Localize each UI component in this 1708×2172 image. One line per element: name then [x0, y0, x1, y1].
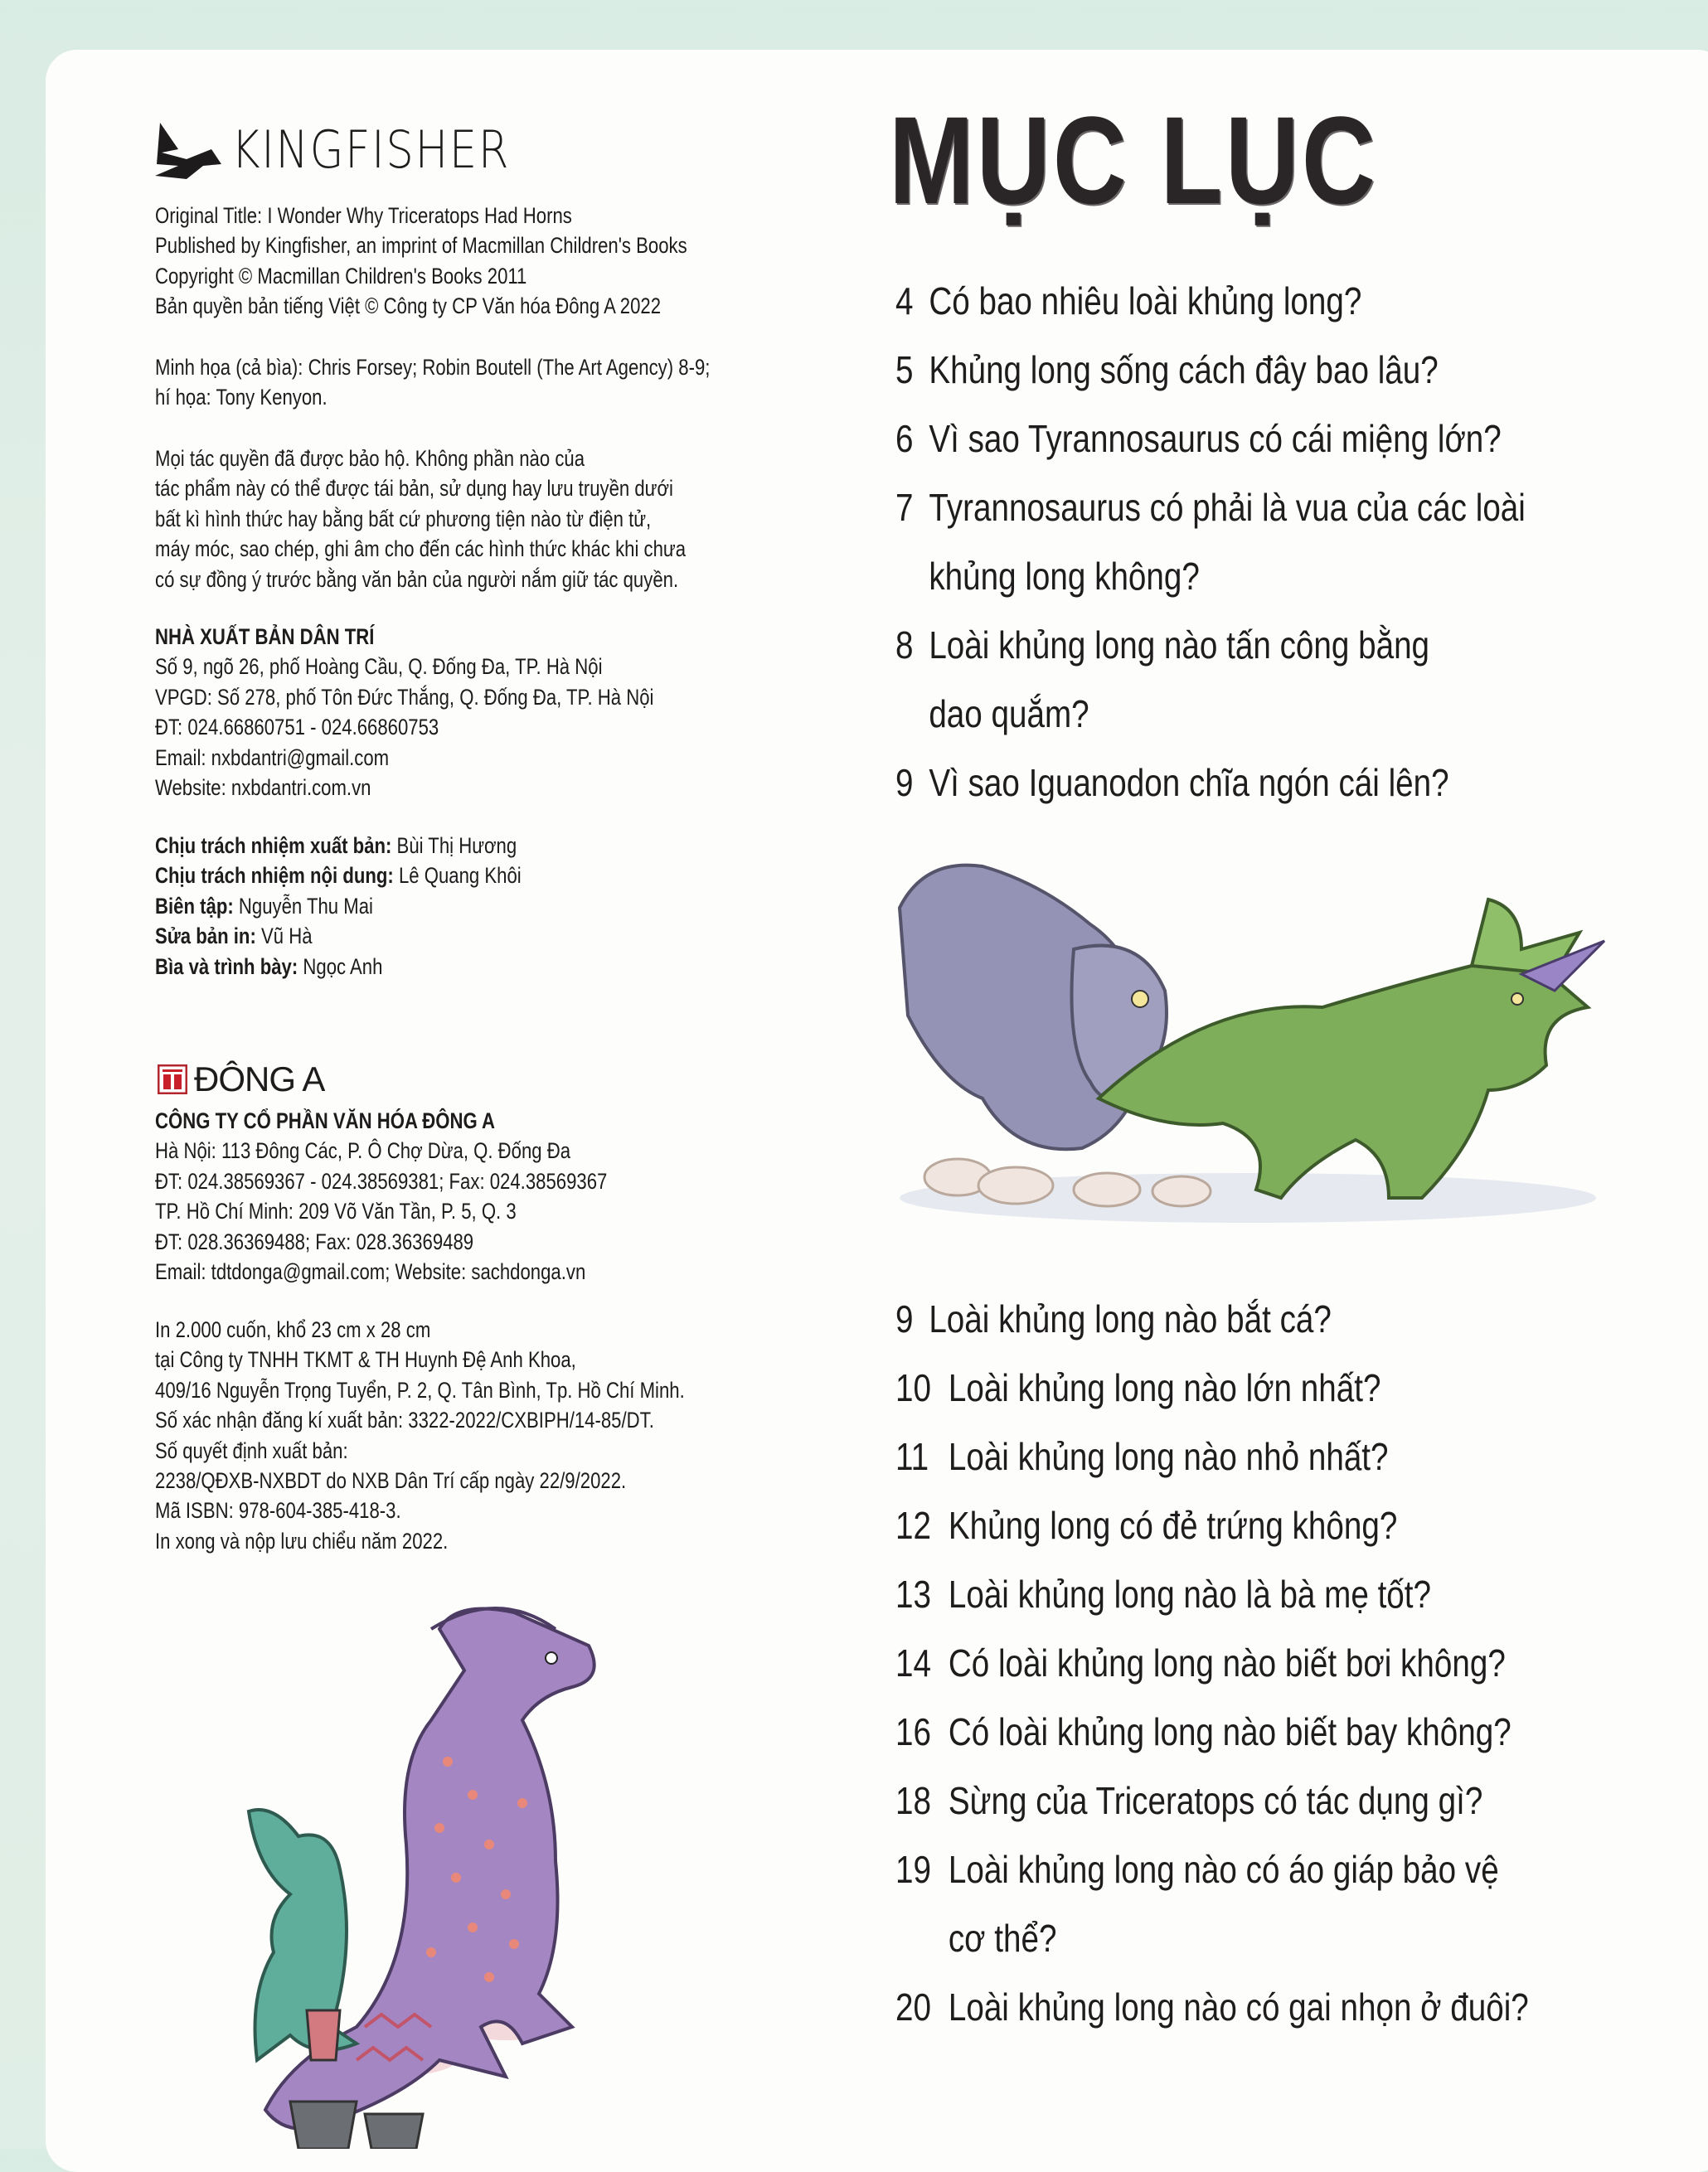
toc-item-title: Loài khủng long nào là bà mẹ tốt?	[948, 1573, 1432, 1616]
page-number: 5	[895, 348, 914, 391]
toc-item-title: Có loài khủng long nào biết bơi không?	[948, 1641, 1506, 1685]
toc-list-upper	[895, 267, 1526, 817]
page-number: 10	[895, 1366, 931, 1409]
page-number: 16	[895, 1710, 931, 1753]
toc-item-title: Khủng long có đẻ trứng không?	[948, 1504, 1398, 1547]
credit-line: Original Title: I Wonder Why Triceratops Had Horns	[155, 203, 572, 228]
credit-line: Minh họa (cả bìa): Chris Forsey; Robin Boutell (The Art Agency) 8-9;	[155, 355, 711, 380]
page-number: 20	[895, 1985, 931, 2029]
toc-item-title: Loài khủng long nào nhỏ nhất?	[948, 1435, 1389, 1478]
credit-line: Mã ISBN: 978-604-385-418-3.	[155, 1498, 401, 1524]
kingfisher-bird-icon	[153, 116, 223, 182]
toc-item[interactable]	[895, 1354, 1529, 1423]
staff-role: Chịu trách nhiệm xuất bản:	[155, 833, 392, 858]
staff-role: Biên tập:	[155, 893, 234, 919]
toc-item[interactable]	[895, 749, 1526, 817]
kingfisher-logo	[153, 116, 560, 182]
credit-line: ĐT: 028.36369488; Fax: 028.36369489	[155, 1229, 474, 1254]
credit-line: bất kì hình thức hay bằng bất cứ phương tiện nào từ điện tử,	[155, 506, 652, 531]
illustrators-block	[155, 352, 710, 413]
credit-line: Bản quyền bản tiếng Việt © Công ty CP Văn hóa Đông A 2022	[155, 293, 662, 319]
donga-logo	[158, 1059, 324, 1099]
toc-item[interactable]	[895, 1560, 1529, 1629]
credit-line: có sự đồng ý trước bằng văn bản của người nắm giữ tác quyền.	[155, 566, 679, 592]
staff-role: Sửa bản in:	[155, 924, 256, 949]
toc-item[interactable]	[895, 1423, 1529, 1491]
credit-line: 2238/QĐXB-NXBDT do NXB Dân Trí cấp ngày 22/9/2022.	[155, 1467, 627, 1493]
toc-item-title: Tyrannosaurus có phải là vua của các loài	[929, 486, 1526, 529]
page-number: 6	[895, 417, 914, 460]
credit-line: In 2.000 cuốn, khổ 23 cm x 28 cm	[155, 1317, 431, 1342]
credit-line: ĐT: 024.38569367 - 024.38569381; Fax: 024.38569367	[155, 1168, 608, 1194]
publisher-name: NHÀ XUẤT BẢN DÂN TRÍ	[155, 624, 375, 649]
staff-name: Ngọc Anh	[303, 953, 383, 979]
staff-line	[155, 891, 522, 921]
staff-line	[155, 831, 522, 861]
page-number: 19	[895, 1848, 931, 1891]
staff-role: Chịu trách nhiệm nội dung:	[155, 863, 394, 889]
rights-block	[155, 444, 686, 594]
toc-item[interactable]	[895, 1285, 1529, 1354]
company-name: CÔNG TY CỔ PHẦN VĂN HÓA ĐÔNG A	[155, 1108, 496, 1133]
kingfisher-wordmark: KINGFISHER	[231, 119, 511, 180]
toc-item-title: Khủng long sống cách đây bao lâu?	[929, 348, 1439, 391]
staff-line	[155, 861, 522, 890]
elephant-triceratops-illustration	[891, 850, 1621, 1231]
page-number: 13	[895, 1573, 931, 1616]
toc-item-title: Vì sao Iguanodon chĩa ngón cái lên?	[929, 761, 1449, 804]
credit-line: Published by Kingfisher, an imprint of Macmillan Children's Books	[155, 233, 687, 259]
toc-item-title: Có loài khủng long nào biết bay không?	[948, 1710, 1511, 1753]
credit-line: Mọi tác quyền đã được bảo hộ. Không phần nào của	[155, 446, 585, 471]
credit-line: VPGD: Số 278, phố Tôn Đức Thắng, Q. Đống Đa, TP. Hà Nội	[155, 684, 654, 710]
toc-item[interactable]	[895, 473, 1526, 542]
donga-emblem-icon	[158, 1064, 187, 1094]
credit-line: TP. Hồ Chí Minh: 209 Võ Văn Tần, P. 5, Q. 3	[155, 1199, 517, 1224]
toc-item-title: Loài khủng long nào có áo giáp bảo vệ	[948, 1848, 1499, 1891]
page-number: 9	[895, 761, 914, 804]
credit-line: Email: nxbdantri@gmail.com	[155, 744, 390, 770]
toc-title: MỤC LỤC	[889, 90, 1379, 230]
toc-item-continuation: khủng long không?	[929, 555, 1200, 598]
company-block	[155, 1106, 607, 1287]
credit-line: máy móc, sao chép, ghi âm cho đến các hình thức khác khi chưa	[155, 536, 687, 562]
credit-line: 409/16 Nguyễn Trọng Tuyển, P. 2, Q. Tân Bình, Tp. Hồ Chí Minh.	[155, 1377, 685, 1403]
page-number: 8	[895, 623, 914, 667]
page-number: 14	[895, 1641, 931, 1685]
toc-item[interactable]	[895, 1629, 1529, 1698]
toc-item[interactable]	[895, 1491, 1529, 1560]
toc-item[interactable]	[895, 1835, 1529, 1904]
credit-line: Hà Nội: 113 Đông Các, P. Ô Chợ Dừa, Q. Đống Đa	[155, 1138, 571, 1164]
page-number: 11	[895, 1435, 929, 1478]
credit-line: Email: tdtdonga@gmail.com; Website: sachdonga.vn	[155, 1258, 586, 1284]
toc-item-continuation: cơ thể?	[948, 1917, 1057, 1960]
toc-item[interactable]	[895, 1767, 1529, 1835]
staff-name: Nguyễn Thu Mai	[238, 893, 373, 919]
printing-block	[155, 1315, 685, 1556]
toc-item-title: Loài khủng long nào lớn nhất?	[948, 1366, 1381, 1409]
credit-line: Số 9, ngõ 26, phố Hoàng Cầu, Q. Đống Đa, TP. Hà Nội	[155, 654, 603, 680]
page-number: 4	[895, 279, 914, 322]
toc-item[interactable]	[895, 336, 1526, 405]
toc-item-title: Loài khủng long nào có gai nhọn ở đuôi?	[948, 1985, 1529, 2029]
staff-name: Lê Quang Khôi	[398, 863, 522, 889]
credit-line: Website: nxbdantri.com.vn	[155, 774, 371, 800]
credit-line: ĐT: 024.66860751 - 024.66860753	[155, 715, 439, 740]
staff-line	[155, 952, 522, 982]
parasaurolophus-illustration	[240, 1596, 630, 2149]
staff-name: Bùi Thị Hương	[396, 833, 517, 858]
credit-line: Copyright © Macmillan Children's Books 2011	[155, 263, 527, 288]
toc-item-continuation: dao quắm?	[929, 692, 1089, 735]
page-number: 12	[895, 1504, 931, 1547]
page-number: 7	[895, 486, 914, 529]
staff-line	[155, 921, 522, 951]
toc-list-lower	[895, 1285, 1529, 2042]
page-number: 18	[895, 1779, 931, 1822]
credit-line: tại Công ty TNHH TKMT & TH Huynh Đệ Anh Khoa,	[155, 1347, 576, 1373]
toc-item[interactable]	[895, 1973, 1529, 2042]
toc-item-title: Loài khủng long nào tấn công bằng	[929, 623, 1430, 667]
staff-block	[155, 831, 522, 982]
page-number: 9	[895, 1297, 914, 1341]
copyright-block	[155, 201, 687, 322]
staff-name: Vũ Hà	[260, 924, 313, 949]
credit-line: In xong và nộp lưu chiểu năm 2022.	[155, 1528, 449, 1554]
credit-line: tác phẩm này có thể được tái bản, sử dụng hay lưu truyền dưới	[155, 476, 673, 502]
credit-line: Số xác nhận đăng kí xuất bản: 3322-2022/CXBIPH/14-85/DT.	[155, 1408, 654, 1433]
toc-item-title: Vì sao Tyrannosaurus có cái miệng lớn?	[929, 417, 1502, 460]
credit-line: Số quyết định xuất bản:	[155, 1437, 348, 1463]
toc-item-title: Sừng của Triceratops có tác dụng gì?	[948, 1779, 1483, 1822]
publisher-block	[155, 622, 653, 802]
donga-wordmark: ĐÔNG A	[194, 1059, 325, 1098]
toc-item[interactable]	[895, 405, 1526, 473]
toc-item[interactable]	[895, 611, 1526, 680]
toc-item[interactable]	[895, 1698, 1529, 1767]
toc-item-title: Loài khủng long nào bắt cá?	[929, 1297, 1332, 1341]
toc-item-title: Có bao nhiêu loài khủng long?	[929, 279, 1362, 322]
toc-item[interactable]	[895, 267, 1526, 336]
credit-line: hí họa: Tony Kenyon.	[155, 385, 328, 410]
staff-role: Bìa và trình bày:	[155, 953, 298, 979]
